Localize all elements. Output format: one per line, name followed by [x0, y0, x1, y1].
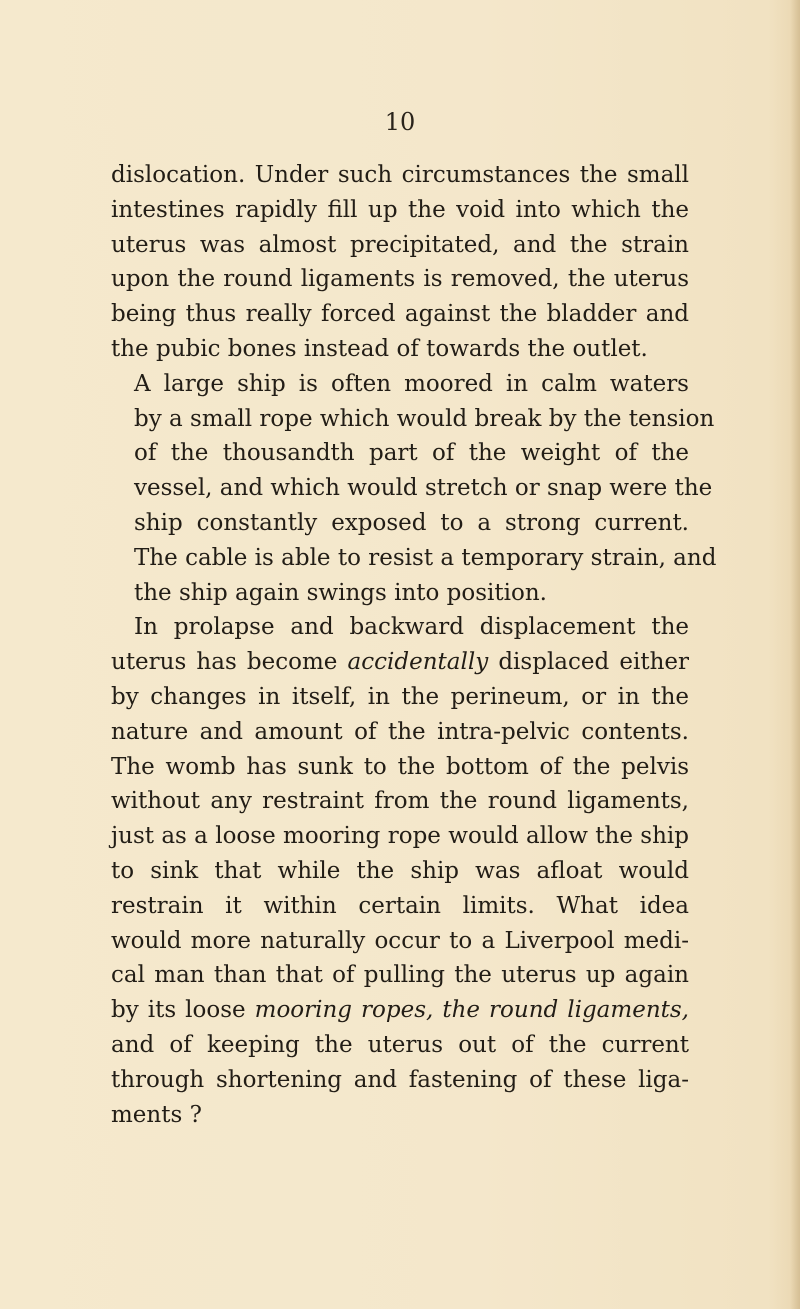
- text-line: [111, 645, 689, 680]
- text-line: intestines rapidly fill up the void into which the: [111, 196, 689, 223]
- text-line: ments ?: [111, 1101, 202, 1128]
- text-line: nature and amount of the intra-pelvic contents.: [111, 718, 689, 745]
- text-line: would more naturally occur to a Liverpool medi-: [111, 927, 689, 954]
- text-line: through shortening and fastening of these liga-: [111, 1066, 689, 1093]
- text-line: restrain it within certain limits. What idea: [111, 892, 689, 919]
- text-line: The womb has sunk to the bottom of the pelvis: [111, 753, 689, 780]
- text-line: A large ship is often moored in calm waters: [134, 370, 689, 397]
- text-line: upon the round ligaments is removed, the uterus: [111, 266, 689, 293]
- text-line: by changes in itself, in the perineum, or in the: [111, 683, 689, 710]
- text-line: just as a loose mooring rope would allow the ship: [111, 823, 689, 850]
- text-line: cal man than that of pulling the uterus up again: [111, 962, 689, 989]
- text-line: the ship again swings into position.: [134, 579, 547, 606]
- body-text: [111, 158, 717, 1132]
- page-number: 10: [384, 108, 416, 136]
- text-line: ship constantly exposed to a strong current.: [134, 509, 689, 536]
- italic-text-segment: mooring ropes, the round ligaments,: [254, 997, 689, 1024]
- text-line: to sink that while the ship was afloat would: [111, 857, 689, 884]
- text-line: uterus was almost precipitated, and the strain: [111, 231, 689, 258]
- text-segment: by its loose: [111, 997, 255, 1024]
- paragraph-2: [111, 367, 717, 611]
- text-line: the pubic bones instead of towards the outlet.: [111, 335, 648, 362]
- text-line: being thus really forced against the bladder and: [111, 301, 689, 328]
- page-edge-shadow: [790, 0, 800, 1309]
- text-line: vessel, and which would stretch or snap were the: [134, 475, 713, 502]
- text-line: without any restraint from the round ligaments,: [111, 788, 689, 815]
- text-line: The cable is able to resist a temporary strain, and: [134, 544, 717, 571]
- paragraph-1: [111, 158, 689, 367]
- italic-text-segment: accidentally: [347, 649, 489, 676]
- text-line: [111, 993, 689, 1028]
- text-line: and of keeping the uterus out of the current: [111, 1031, 689, 1058]
- text-segment: uterus has become: [111, 649, 348, 676]
- text-line: of the thousandth part of the weight of the: [134, 440, 689, 467]
- paragraph-3: [111, 610, 689, 1132]
- text-line: dislocation. Under such circumstances the small: [111, 162, 689, 188]
- text-segment: displaced either: [488, 649, 690, 676]
- text-line: In prolapse and backward displacement the: [134, 614, 689, 641]
- text-line: by a small rope which would break by the tension: [134, 405, 715, 432]
